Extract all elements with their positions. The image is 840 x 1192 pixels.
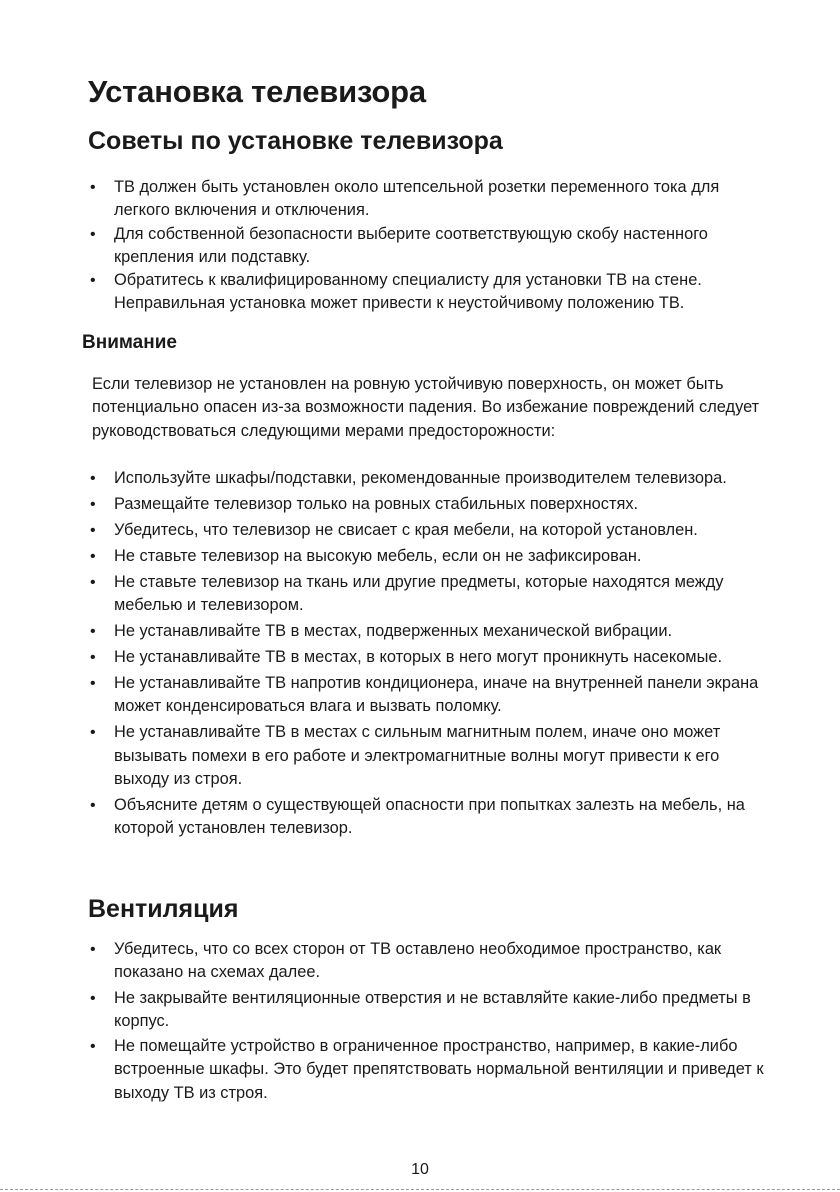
page-number: 10 — [411, 1161, 429, 1178]
list-item: • Размещайте телевизор только на ровных стабильных поверхностях. — [88, 493, 778, 516]
list-item: • Не закрывайте вентиляционные отверстия и не вставляйте какие-либо предметы в корпус. — [88, 987, 778, 1034]
list-item: • Не устанавливайте ТВ напротив кондиционера, иначе на внутренней панели экрана может конденсироваться влага и вызвать поломку. — [88, 672, 778, 719]
tips-heading: Советы по установке телевизора — [88, 127, 503, 155]
list-item: • Убедитесь, что телевизор не свисает с края мебели, на которой установлен. — [88, 519, 778, 542]
list-item: • Объясните детям о существующей опасности при попытках залезть на мебель, на которой установлен телевизор. — [88, 794, 778, 841]
list-item: • Используйте шкафы/подставки, рекомендованные производителем телевизора. — [88, 467, 778, 490]
page-title: Установка телевизора — [88, 74, 426, 109]
list-item: • Не устанавливайте ТВ в местах, в которых в него могут проникнуть насекомые. — [88, 646, 778, 669]
list-item: • Не ставьте телевизор на ткань или другие предметы, которые находятся между мебелью и телевизором. — [88, 571, 778, 618]
list-item: • Не устанавливайте ТВ в местах, подверженных механической вибрации. — [88, 620, 778, 643]
tips-list — [88, 176, 778, 316]
list-item: • Не устанавливайте ТВ в местах с сильным магнитным полем, иначе оно может вызывать помехи в его работе и электромагнитные волны могут привести к его выходу из строя. — [88, 721, 778, 791]
ventilation-heading: Вентиляция — [88, 895, 239, 923]
list-item: • Не помещайте устройство в ограниченное пространство, например, в какие-либо встроенные шкафы. Это будет препятствовать нормальной вентиляции и приведет к выходу ТВ из строя. — [88, 1035, 778, 1105]
list-item: • Убедитесь, что со всех сторон от ТВ оставлено необходимое пространство, как показано на схемах далее. — [88, 938, 778, 985]
list-item: • Для собственной безопасности выберите соответствующую скобу настенного крепления или подставку. — [88, 223, 778, 270]
page-bottom-divider — [0, 1189, 840, 1190]
warning-intro: Если телевизор не установлен на ровную устойчивую поверхность, он может быть потенциально опасен из-за возможности падения. Во избежание повреждений следует руководствоваться следующими мерами предосторожности: — [92, 375, 760, 440]
warning-heading: Внимание — [82, 332, 177, 353]
list-item: • Обратитесь к квалифицированному специалисту для установки ТВ на стене. Неправильная установка может привести к неустойчивому положению ТВ. — [88, 269, 778, 316]
list-item: • Не ставьте телевизор на высокую мебель, если он не зафиксирован. — [88, 545, 778, 568]
ventilation-list — [88, 938, 778, 1107]
warning-list — [88, 467, 778, 843]
list-item: • ТВ должен быть установлен около штепсельной розетки переменного тока для легкого включения и отключения. — [88, 176, 778, 223]
